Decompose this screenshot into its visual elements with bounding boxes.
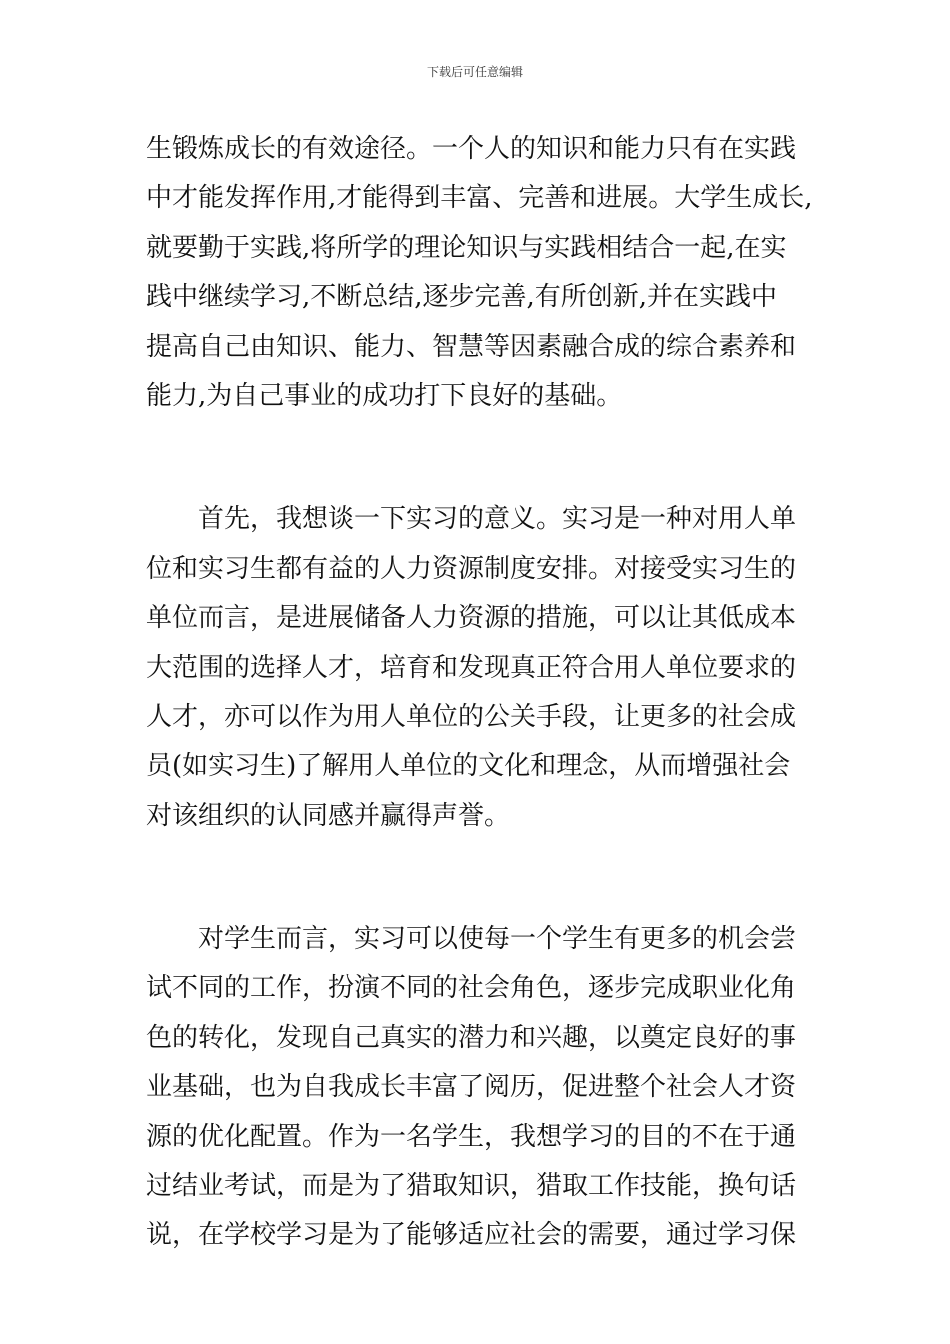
text-line: 践中继续学习,不断总结,逐步完善,有所创新,并在实践中 bbox=[146, 282, 778, 313]
text-line: 员(如实习生)了解用人单位的文化和理念，从而增强社会 bbox=[146, 751, 791, 782]
text-line: 过结业考试，而是为了猎取知识，猎取工作技能，换句话 bbox=[146, 1171, 797, 1202]
document-body bbox=[146, 125, 818, 1261]
text-line: 说，在学校学习是为了能够适应社会的需要，通过学习保 bbox=[146, 1220, 797, 1251]
paragraph-2 bbox=[146, 495, 818, 841]
paragraph-spacer bbox=[146, 841, 818, 915]
text-line: 业基础，也为自我成长丰富了阅历，促进整个社会人才资 bbox=[146, 1072, 797, 1103]
text-line: 首先，我想谈一下实习的意义。实习是一种对用人单 bbox=[146, 504, 797, 535]
text-line: 对学生而言，实习可以使每一个学生有更多的机会尝 bbox=[146, 924, 797, 955]
text-line: 提高自己由知识、能力、智慧等因素融合成的综合素养和 bbox=[146, 331, 797, 362]
text-line: 就要勤于实践,将所学的理论知识与实践相结合一起,在实 bbox=[146, 232, 787, 263]
text-line: 单位而言，是进展储备人力资源的措施，可以让其低成本 bbox=[146, 603, 797, 634]
paragraph-1 bbox=[146, 125, 818, 421]
text-line: 生锻炼成长的有效途径。一个人的知识和能力只有在实践 bbox=[146, 134, 797, 164]
text-line: 位和实习生都有益的人力资源制度安排。对接受实习生的 bbox=[146, 553, 797, 584]
text-line: 对该组织的认同感并赢得声誉。 bbox=[146, 800, 511, 831]
text-line: 能力,为自己事业的成功打下良好的基础。 bbox=[146, 380, 623, 411]
text-line: 人才，亦可以作为用人单位的公关手段，让更多的社会成 bbox=[146, 701, 797, 732]
paragraph-spacer bbox=[146, 421, 818, 495]
paragraph-3 bbox=[146, 915, 818, 1261]
text-line: 源的优化配置。作为一名学生，我想学习的目的不在于通 bbox=[146, 1121, 797, 1152]
text-line: 试不同的工作，扮演不同的社会角色，逐步完成职业化角 bbox=[146, 973, 797, 1004]
text-line: 大范围的选择人才，培育和发现真正符合用人单位要求的 bbox=[146, 652, 797, 683]
text-line: 中才能发挥作用,才能得到丰富、完善和进展。大学生成长, bbox=[146, 183, 813, 214]
text-line: 色的转化，发现自己真实的潜力和兴趣，以奠定良好的事 bbox=[146, 1022, 797, 1053]
page-header: 下载后可任意编辑 bbox=[426, 65, 523, 79]
